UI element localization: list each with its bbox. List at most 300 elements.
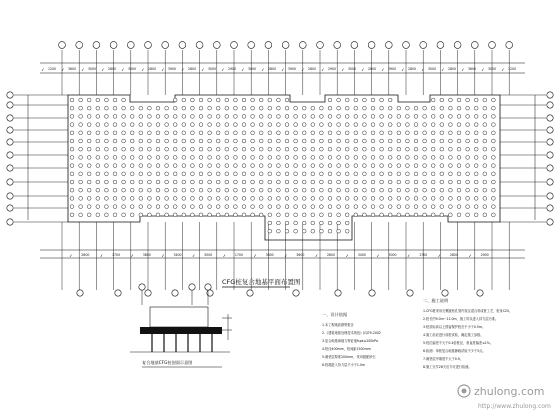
cfg-pile	[414, 139, 418, 143]
cfg-pile	[440, 106, 444, 110]
dimension-tick	[162, 255, 164, 258]
cfg-pile	[311, 106, 315, 110]
cfg-pile	[208, 164, 212, 168]
cfg-pile	[259, 205, 263, 209]
cfg-pile	[96, 164, 100, 168]
cfg-pile	[371, 180, 375, 184]
cfg-pile	[234, 156, 238, 160]
cfg-pile	[182, 172, 186, 176]
cfg-pile	[87, 213, 91, 217]
cfg-pile	[156, 123, 160, 127]
cfg-pile	[191, 180, 195, 184]
cfg-pile	[216, 213, 220, 217]
cfg-pile	[191, 164, 195, 168]
cfg-pile	[397, 197, 401, 201]
cfg-pile	[354, 106, 358, 110]
cfg-pile	[474, 106, 478, 110]
cfg-pile	[406, 147, 410, 151]
cfg-pile	[70, 106, 74, 110]
axis-bubble	[7, 127, 13, 133]
cfg-pile	[449, 172, 453, 176]
cfg-pile	[414, 188, 418, 192]
cfg-pile	[457, 147, 461, 151]
cfg-pile	[165, 180, 169, 184]
cfg-pile	[294, 106, 298, 110]
cfg-pile	[466, 164, 470, 168]
cfg-pile	[70, 131, 74, 135]
dimension-tick	[82, 69, 84, 72]
dimension-label: 3000	[347, 67, 357, 71]
cfg-pile	[242, 172, 246, 176]
cfg-pile	[113, 139, 117, 143]
cfg-pile	[130, 106, 134, 110]
cfg-pile	[191, 156, 195, 160]
cfg-pile	[320, 156, 324, 160]
cfg-pile	[457, 123, 461, 127]
cfg-pile	[397, 106, 401, 110]
cfg-pile	[173, 147, 177, 151]
cfg-pile	[285, 205, 289, 209]
cfg-pile	[483, 180, 487, 184]
cfg-pile	[311, 147, 315, 151]
cfg-pile	[251, 156, 255, 160]
cfg-pile	[466, 156, 470, 160]
axis-bubble	[547, 205, 553, 211]
cfg-pile	[311, 180, 315, 184]
cfg-pile	[302, 221, 306, 225]
axis-bubble	[7, 179, 13, 185]
cfg-pile	[285, 221, 289, 225]
dimension-label: 2600	[81, 253, 90, 257]
cfg-pile	[199, 180, 203, 184]
cfg-pile	[251, 164, 255, 168]
cfg-pile	[70, 188, 74, 192]
cfg-pile	[406, 180, 410, 184]
cfg-pile	[268, 156, 272, 160]
cfg-pile	[234, 123, 238, 127]
cfg-pile	[311, 139, 315, 143]
cfg-pile	[259, 106, 263, 110]
cfg-pile	[122, 139, 126, 143]
cfg-pile	[492, 172, 496, 176]
cfg-pile	[492, 98, 496, 102]
cfg-pile	[483, 106, 487, 110]
dimension-tick	[242, 69, 244, 72]
dimension-label: 3600	[296, 253, 305, 257]
cfg-pile	[259, 164, 263, 168]
cfg-pile	[294, 156, 298, 160]
cfg-pile	[182, 123, 186, 127]
cfg-pile	[474, 180, 478, 184]
cfg-pile	[371, 106, 375, 110]
cfg-pile	[371, 156, 375, 160]
dimension-label: 3000	[207, 67, 217, 71]
cfg-pile	[431, 156, 435, 160]
cfg-pile	[397, 115, 401, 119]
cfg-pile	[328, 156, 332, 160]
cfg-pile	[397, 172, 401, 176]
cfg-pile	[466, 139, 470, 143]
cfg-pile	[182, 98, 186, 102]
cfg-pile	[251, 123, 255, 127]
cfg-pile	[122, 197, 126, 201]
cfg-pile	[285, 123, 289, 127]
cfg-pile	[79, 106, 83, 110]
cfg-pile	[234, 197, 238, 201]
cfg-pile	[354, 131, 358, 135]
cfg-pile	[423, 147, 427, 151]
dimension-tick	[346, 255, 348, 258]
cfg-pile	[354, 205, 358, 209]
cfg-pile	[354, 172, 358, 176]
construction-notes-right	[423, 297, 512, 369]
cfg-pile	[165, 147, 169, 151]
cfg-pile	[483, 139, 487, 143]
cfg-pile	[277, 205, 281, 209]
cfg-pile	[380, 213, 384, 217]
cfg-pile	[165, 123, 169, 127]
cfg-pile	[139, 205, 143, 209]
cfg-pile	[148, 123, 152, 127]
cfg-pile	[302, 180, 306, 184]
cfg-pile	[216, 180, 220, 184]
cfg-pile	[148, 197, 152, 201]
cfg-pile	[216, 197, 220, 201]
cfg-pile	[320, 221, 324, 225]
axis-bubble	[477, 290, 483, 296]
dimension-tick	[469, 255, 471, 258]
cfg-pile	[457, 197, 461, 201]
cfg-pile	[354, 123, 358, 127]
cfg-pile	[208, 172, 212, 176]
dimension-tick	[131, 255, 133, 258]
cfg-pile	[294, 115, 298, 119]
cfg-pile	[337, 147, 341, 151]
cfg-pile	[148, 205, 152, 209]
cfg-pile	[397, 213, 401, 217]
dimension-tick	[316, 255, 318, 258]
cfg-pile	[79, 213, 83, 217]
cfg-pile	[268, 205, 272, 209]
cfg-pile	[492, 131, 496, 135]
cfg-pile	[320, 197, 324, 201]
axis-bubble	[471, 42, 478, 49]
cfg-pile	[113, 180, 117, 184]
cfg-pile	[302, 172, 306, 176]
axis-bubble	[115, 290, 121, 296]
cfg-pile	[414, 164, 418, 168]
cfg-pile	[474, 164, 478, 168]
cfg-pile	[242, 123, 246, 127]
cfg-pile	[320, 213, 324, 217]
cfg-pile	[70, 115, 74, 119]
cfg-pile	[199, 164, 203, 168]
notes-right-heading: 二、施工说明	[423, 298, 449, 303]
cfg-pile	[397, 164, 401, 168]
cfg-pile	[242, 147, 246, 151]
cfg-pile	[337, 197, 341, 201]
cfg-pile	[87, 131, 91, 135]
dimension-tick	[342, 69, 344, 72]
cfg-pile	[363, 147, 367, 151]
notes-left-line: 2.《建筑地基处理技术规范》JGJ79-2002	[322, 331, 381, 335]
axis-bubbles-bottom	[77, 290, 483, 296]
cfg-pile	[148, 172, 152, 176]
cfg-pile	[113, 131, 117, 135]
cfg-pile	[208, 98, 212, 102]
cfg-pile	[139, 115, 143, 119]
cfg-pile	[337, 180, 341, 184]
cfg-pile	[320, 139, 324, 143]
cfg-pile	[277, 197, 281, 201]
cfg-pile	[96, 147, 100, 151]
axis-bubble	[265, 42, 272, 49]
cfg-pile	[294, 123, 298, 127]
cfg-pile	[173, 213, 177, 217]
cfg-pile	[156, 156, 160, 160]
cfg-pile	[139, 139, 143, 143]
cfg-pile	[251, 131, 255, 135]
cfg-pile	[105, 197, 109, 201]
cfg-pile	[208, 106, 212, 110]
cfg-pile	[440, 123, 444, 127]
cfg-pile	[173, 172, 177, 176]
cfg-pile	[79, 172, 83, 176]
cfg-pile	[113, 213, 117, 217]
cfg-pile	[96, 115, 100, 119]
cfg-pile	[130, 156, 134, 160]
cfg-pile	[474, 213, 478, 217]
cfg-pile	[79, 115, 83, 119]
cfg-pile	[337, 106, 341, 110]
cfg-pile	[449, 164, 453, 168]
cfg-pile	[483, 115, 487, 119]
cfg-pile	[208, 115, 212, 119]
cfg-pile	[474, 131, 478, 135]
cfg-pile	[105, 205, 109, 209]
cfg-pile	[363, 164, 367, 168]
cfg-pile	[268, 115, 272, 119]
cfg-pile	[225, 123, 229, 127]
cfg-pile	[492, 180, 496, 184]
cfg-pile	[251, 188, 255, 192]
cfg-pile	[406, 139, 410, 143]
dimension-tick	[162, 69, 164, 72]
dimension-label: 1700	[112, 253, 121, 257]
cfg-pile	[380, 156, 384, 160]
cfg-pile	[173, 164, 177, 168]
cfg-pile	[294, 164, 298, 168]
cfg-pile	[122, 188, 126, 192]
dimension-tick	[254, 255, 256, 258]
cfg-pile	[328, 139, 332, 143]
cfg-pile	[79, 139, 83, 143]
cfg-pile	[388, 131, 392, 135]
cfg-pile	[70, 156, 74, 160]
dimension-tick	[442, 69, 444, 72]
axis-bubble	[334, 42, 341, 49]
zhulong-watermark	[458, 385, 551, 410]
cfg-pile	[225, 115, 229, 119]
cfg-pile	[285, 180, 289, 184]
cfg-pile	[113, 164, 117, 168]
cfg-pile	[208, 123, 212, 127]
dimension-label: 2800	[187, 67, 197, 71]
cfg-pile	[96, 213, 100, 217]
cfg-pile	[449, 106, 453, 110]
cfg-pile	[457, 139, 461, 143]
cfg-pile	[431, 188, 435, 192]
cfg-pile	[388, 115, 392, 119]
cfg-pile	[294, 131, 298, 135]
cfg-pile	[474, 115, 478, 119]
cfg-pile	[191, 172, 195, 176]
cfg-pile	[294, 197, 298, 201]
notes-left-heading: 一、设计依据	[322, 312, 348, 317]
cfg-pile	[457, 164, 461, 168]
dimension-label: 1200	[507, 67, 517, 71]
cfg-pile	[492, 147, 496, 151]
dimension-label: 3000	[204, 253, 213, 257]
axis-bubble	[76, 42, 83, 49]
cfg-pile	[277, 131, 281, 135]
cfg-pile	[268, 98, 272, 102]
detail-axis-bubble	[205, 284, 211, 290]
axis-bubble	[196, 42, 203, 49]
cfg-pile	[474, 188, 478, 192]
dimension-label: 2800	[447, 67, 457, 71]
cfg-pile	[294, 213, 298, 217]
cfg-pile	[302, 147, 306, 151]
cfg-pile	[380, 123, 384, 127]
cfg-pile	[225, 147, 229, 151]
cfg-pile	[388, 197, 392, 201]
cfg-pile	[302, 131, 306, 135]
cfg-pile	[165, 139, 169, 143]
cfg-pile	[251, 172, 255, 176]
cfg-pile	[345, 147, 349, 151]
dimension-tick	[462, 69, 464, 72]
cfg-pile	[363, 172, 367, 176]
cfg-pile	[208, 156, 212, 160]
cfg-pile	[268, 123, 272, 127]
cfg-pile	[320, 147, 324, 151]
axis-bubble	[7, 205, 13, 211]
cfg-pile	[440, 213, 444, 217]
cfg-pile	[311, 123, 315, 127]
dimension-tick	[377, 255, 379, 258]
cfg-pile	[139, 131, 143, 135]
cfg-pile	[457, 205, 461, 209]
cfg-pile	[328, 131, 332, 135]
cfg-pile	[234, 131, 238, 135]
cfg-pile	[242, 98, 246, 102]
cfg-pile	[492, 115, 496, 119]
cfg-pile	[423, 106, 427, 110]
cfg-pile	[268, 229, 272, 233]
cfg-pile	[208, 188, 212, 192]
cfg-pile	[431, 172, 435, 176]
cfg-pile	[225, 213, 229, 217]
cfg-pile	[191, 139, 195, 143]
cfg-pile	[113, 156, 117, 160]
cfg-pile	[234, 98, 238, 102]
cfg-pile	[191, 188, 195, 192]
cfg-pile	[70, 164, 74, 168]
cfg-pile	[311, 115, 315, 119]
cfg-pile	[113, 147, 117, 151]
cfg-pile	[406, 123, 410, 127]
cfg-pile	[311, 188, 315, 192]
cfg-pile	[466, 172, 470, 176]
cfg-pile	[380, 131, 384, 135]
cfg-pile	[302, 188, 306, 192]
axis-lines	[14, 50, 546, 290]
cfg-pile	[449, 156, 453, 160]
cfg-pile	[96, 156, 100, 160]
cfg-pile	[277, 213, 281, 217]
cfg-pile	[191, 98, 195, 102]
cfg-pile	[431, 213, 435, 217]
cfg-pile	[397, 205, 401, 209]
axis-bubble	[247, 290, 253, 296]
cfg-pile	[492, 156, 496, 160]
cfg-pile	[285, 147, 289, 151]
cfg-pile	[105, 131, 109, 135]
cfg-pile	[156, 172, 160, 176]
cfg-pile	[483, 147, 487, 151]
cfg-pile	[345, 213, 349, 217]
cfg-pile	[345, 205, 349, 209]
dimension-tick	[282, 69, 284, 72]
axis-bubble	[293, 290, 299, 296]
cfg-pile	[130, 115, 134, 119]
cfg-pile	[423, 164, 427, 168]
cfg-pile	[182, 188, 186, 192]
cfg-pile	[466, 213, 470, 217]
cfg-pile	[457, 188, 461, 192]
cfg-pile	[363, 106, 367, 110]
dimension-label: 2900	[227, 67, 237, 71]
cfg-pile	[216, 123, 220, 127]
cfg-pile	[457, 98, 461, 102]
dimension-label: 3000	[127, 67, 137, 71]
cfg-pile	[182, 131, 186, 135]
cfg-pile	[363, 115, 367, 119]
cfg-pile	[449, 180, 453, 184]
axis-bubble	[369, 290, 375, 296]
cfg-pile	[294, 205, 298, 209]
axis-bubble	[547, 152, 553, 158]
cfg-pile	[191, 205, 195, 209]
top-dimension-labels	[42, 67, 516, 71]
dimension-label: 3600	[467, 67, 477, 71]
cfg-pile	[259, 180, 263, 184]
cfg-pile	[165, 197, 169, 201]
axis-bubble	[489, 42, 496, 49]
cfg-pile	[148, 180, 152, 184]
cfg-pile	[251, 139, 255, 143]
cfg-pile	[182, 205, 186, 209]
cfg-pile	[199, 147, 203, 151]
cfg-pile	[130, 123, 134, 127]
cfg-pile	[388, 98, 392, 102]
cfg-pile	[431, 147, 435, 151]
cfg-pile	[371, 115, 375, 119]
cfg-pile	[423, 115, 427, 119]
cfg-pile	[371, 123, 375, 127]
dimension-label: 2800	[449, 253, 458, 257]
